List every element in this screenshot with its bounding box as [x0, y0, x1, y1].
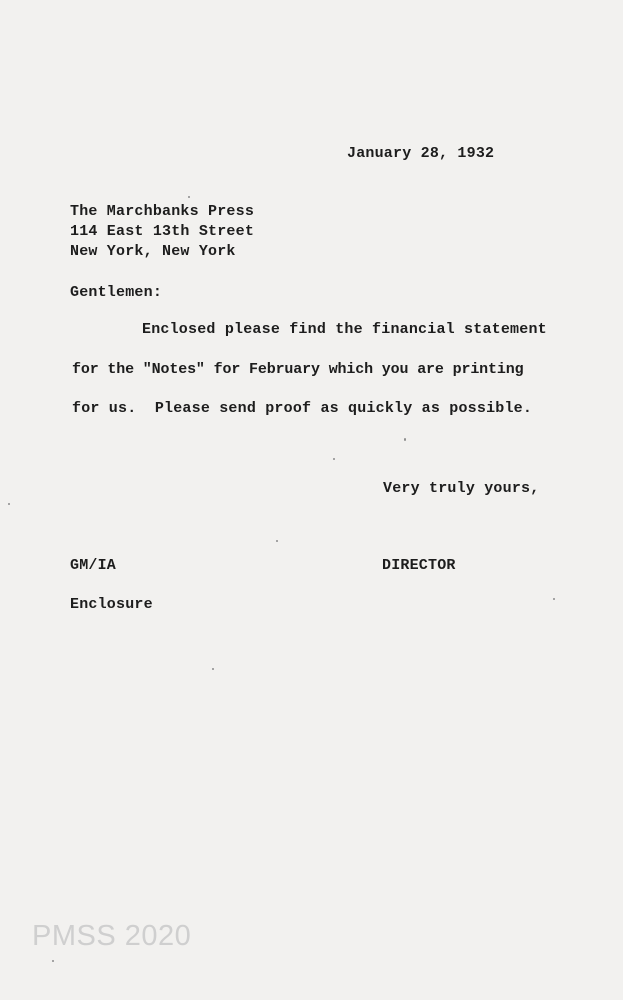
enclosure-note: Enclosure [70, 596, 153, 613]
recipient-street: 114 East 13th Street [70, 223, 255, 240]
paper-speck [276, 540, 278, 542]
recipient-city: New York, New York [70, 243, 236, 260]
recipient-name: The Marchbanks Press [70, 203, 255, 220]
paper-speck [212, 668, 214, 670]
body-line: for us. Please send proof as quickly as possible. [72, 400, 533, 417]
watermark: PMSS 2020 [32, 920, 192, 952]
paper-speck [553, 598, 555, 600]
body-line: for the "Notes" for February which you are printing [72, 361, 524, 378]
paper-speck [333, 458, 335, 460]
signature-title: DIRECTOR [382, 557, 456, 574]
paper-speck [52, 960, 54, 962]
paper-speck [404, 438, 406, 441]
paper-speck [8, 503, 10, 505]
reference-initials: GM/IA [70, 557, 117, 574]
salutation: Gentlemen: [70, 284, 163, 301]
paper-speck [188, 196, 190, 198]
letter-date: January 28, 1932 [347, 145, 495, 162]
body-line: Enclosed please find the financial statement [142, 321, 547, 338]
closing: Very truly yours, [383, 480, 540, 497]
